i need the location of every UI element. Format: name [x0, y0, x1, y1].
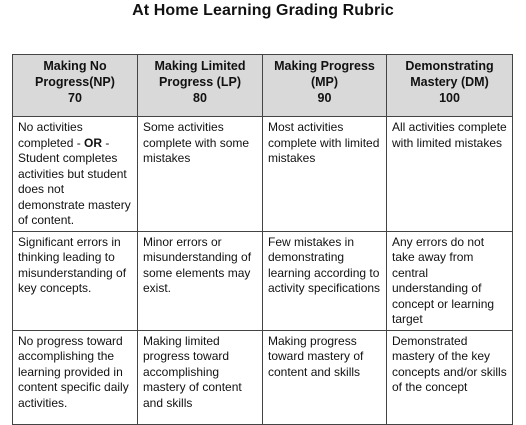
cell-making-progress: Most activities complete with limited mistakes [263, 117, 387, 232]
header-label-line1: Making No [43, 59, 107, 73]
cell-no-progress: No progress toward accomplishing the learning provided in content specific daily activities. [13, 330, 138, 424]
header-making-progress [263, 55, 387, 117]
header-label-line2: Mastery (DM) [410, 75, 489, 89]
or-emphasis: OR [84, 135, 103, 150]
cell-text-before: No activities completed - [18, 120, 85, 150]
table-row [13, 117, 513, 232]
page-title: At Home Learning Grading Rubric [132, 2, 394, 19]
header-label-line1: Making Progress [274, 59, 375, 73]
table-row [13, 231, 513, 330]
cell-no-progress [13, 117, 138, 232]
cell-limited-progress: Some activities complete with some mistakes [138, 117, 263, 232]
cell-no-progress: Significant errors in thinking leading to misunderstanding of key concepts. [13, 231, 138, 330]
header-label-line2: (MP) [310, 75, 339, 89]
header-row [13, 55, 513, 117]
header-limited-progress [138, 55, 263, 117]
cell-mastery: Demonstrated mastery of the key concepts and/or skills of the concept [387, 330, 513, 424]
header-mastery [387, 55, 513, 117]
table-row [13, 330, 513, 424]
header-score: 80 [193, 91, 207, 105]
cell-mastery: Any errors do not take away from central understanding of concept or learning target [387, 231, 513, 330]
header-label-line1: Making Limited [154, 59, 246, 73]
cell-limited-progress: Minor errors or misunderstanding of some elements may exist. [138, 231, 263, 330]
header-score: 100 [439, 91, 460, 105]
rubric-table [12, 54, 513, 425]
header-label-line2: Progress(NP) [35, 75, 115, 89]
cell-making-progress: Making progress toward mastery of content and skills [263, 330, 387, 424]
cell-text-after: - Student completes activities but student does not demonstrate mastery of content. [18, 135, 131, 227]
header-label-line2: Progress (LP) [159, 75, 241, 89]
cell-making-progress: Few mistakes in demonstrating learning according to activity specifications [263, 231, 387, 330]
header-no-progress [13, 55, 138, 117]
header-score: 70 [68, 91, 82, 105]
cell-limited-progress: Making limited progress toward accomplishing mastery of content and skills [138, 330, 263, 424]
header-label-line1: Demonstrating [405, 59, 494, 73]
header-score: 90 [317, 91, 332, 105]
cell-mastery: All activities complete with limited mistakes [387, 117, 513, 232]
